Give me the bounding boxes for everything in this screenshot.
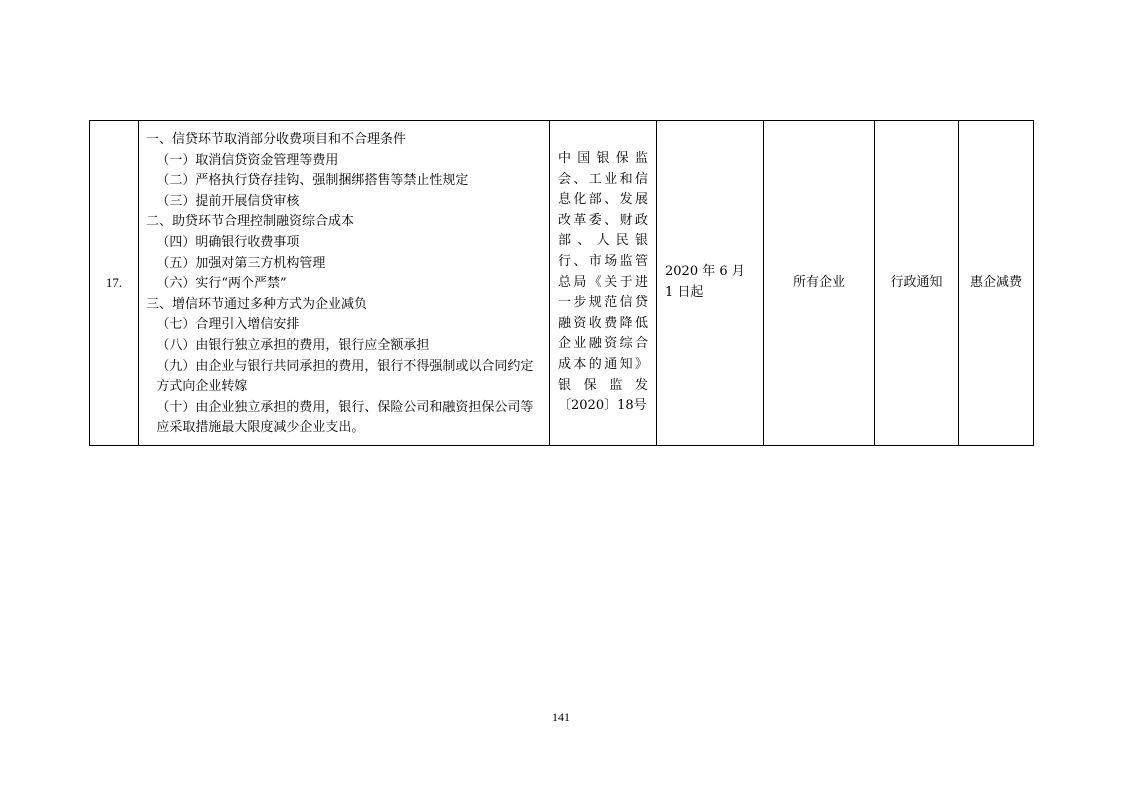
policy-content-line: （三）提前开展信贷审核 [156, 193, 300, 209]
target-cell: 所有企业 [764, 121, 875, 446]
issuer-cell: 中国银保监会、工业和信息化部、发展改革委、财政部、人民银行、市场监管总局《关于进一步规范信贷融资收费降低企业融资综合成本的通知》银保监发〔2020〕18号 [550, 121, 657, 446]
policy-content-line: 一、信贷环节取消部分收费项目和不合理条件 [146, 132, 407, 147]
policy-content-line: 三、增信环节通过多种方式为企业减负 [146, 296, 368, 312]
policy-table [89, 120, 1034, 446]
policy-content-line: （九）由企业与银行共同承担的费用，银行不得强制或以合同约定方式向企业转嫁 [156, 358, 534, 395]
category-cell: 惠企减费 [959, 121, 1034, 446]
policy-content-cell [139, 121, 550, 446]
policy-content-line: （七）合理引入增信安排 [156, 317, 300, 333]
table-row [90, 121, 1034, 446]
page-number: 141 [552, 710, 570, 724]
policy-content-line: （二）严格执行贷存挂钩、强制捆绑搭售等禁止性规定 [156, 173, 469, 189]
policy-type-cell: 行政通知 [875, 121, 959, 446]
policy-content-line: （八）由银行独立承担的费用，银行应全额承担 [156, 337, 430, 353]
effective-date-cell: 2020 年 6 月 1 日起 [657, 121, 764, 446]
row-number: 17. [90, 121, 139, 446]
policy-content-line: 二、助贷环节合理控制融资综合成本 [146, 214, 355, 230]
policy-content-line: （一）取消信贷资金管理等费用 [156, 152, 339, 168]
policy-content-line: （六）实行“两个严禁” [156, 276, 287, 292]
policy-content-line: （十）由企业独立承担的费用，银行、保险公司和融资担保公司等应采取措施最大限度减少企业支出。 [156, 399, 534, 436]
policy-content-list [146, 130, 543, 439]
policy-content-line: （五）加强对第三方机构管理 [156, 255, 326, 271]
policy-content-line: （四）明确银行收费事项 [156, 234, 300, 250]
